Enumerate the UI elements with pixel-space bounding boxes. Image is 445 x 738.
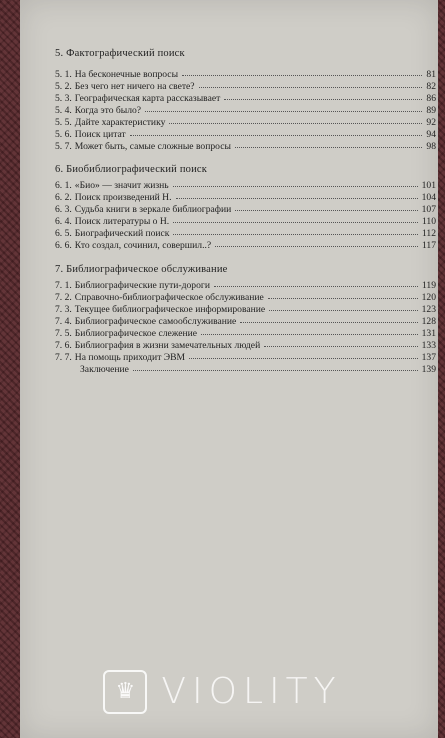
entry-number: 7. 4.: [55, 316, 72, 327]
entry-page: 81: [426, 69, 436, 80]
entry-number: 7. 5.: [55, 328, 72, 339]
book-page: [20, 0, 438, 738]
entry-page: 139: [421, 364, 436, 375]
toc-entry: [55, 216, 436, 227]
entry-title: Кто создал, сочинил, совершил..?: [74, 240, 212, 251]
entry-number: 5. 7.: [55, 141, 72, 152]
toc-entry: [55, 328, 436, 339]
entry-number: 7. 3.: [55, 304, 72, 315]
entry-title: «Био» — значит жизнь: [74, 180, 169, 191]
entry-title: Заключение: [80, 364, 129, 375]
entry-number: 7. 7.: [55, 352, 72, 363]
toc-entry: [55, 192, 436, 203]
toc-entry: [55, 81, 436, 92]
entry-title: Библиографическое слежение: [74, 328, 198, 339]
entry-title: Библиография в жизни замечательных людей: [74, 340, 261, 351]
entry-page: 137: [421, 352, 436, 363]
toc-entry: [55, 204, 436, 215]
toc-entry: [55, 352, 436, 363]
entry-number: 5. 4.: [55, 105, 72, 116]
dot-leader: [133, 363, 418, 371]
section-title-6: 6. Биобиблиографический поиск: [55, 164, 208, 175]
dot-leader: [173, 227, 417, 235]
entry-page: 92: [426, 117, 436, 128]
toc-entry: [55, 364, 436, 375]
entry-title: Дайте характеристику: [74, 117, 166, 128]
entry-page: 110: [421, 216, 436, 227]
entry-title: Когда это было?: [74, 105, 142, 116]
toc-entry: [55, 105, 436, 116]
entry-number: 5. 2.: [55, 81, 72, 92]
entry-page: 89: [426, 105, 436, 116]
entry-page: 104: [421, 192, 436, 203]
entry-title: Географическая карта рассказывает: [74, 93, 221, 104]
entry-number: 6. 4.: [55, 216, 72, 227]
dot-leader: [173, 215, 418, 223]
entry-number: 5. 6.: [55, 129, 72, 140]
entry-title: На помощь приходит ЭВМ: [74, 352, 186, 363]
entry-number: 6. 1.: [55, 180, 72, 191]
dot-leader: [176, 191, 418, 199]
violity-logo-icon: ♛: [103, 670, 147, 714]
entry-title: Поиск произведений Н.: [74, 192, 172, 203]
entry-number: 7. 1.: [55, 280, 72, 291]
entry-title: Поиск литературы о Н.: [74, 216, 170, 227]
entry-page: 117: [421, 240, 436, 251]
dot-leader: [201, 327, 418, 335]
entry-page: 133: [421, 340, 436, 351]
entry-title: Справочно-библиографическое обслуживание: [74, 292, 264, 303]
dot-leader: [199, 80, 423, 88]
entry-number: 7. 6.: [55, 340, 72, 351]
toc-entry: [55, 340, 436, 351]
dot-leader: [145, 104, 422, 112]
entry-page: 128: [421, 316, 436, 327]
toc-entry: [55, 316, 436, 327]
entry-number: 6. 2.: [55, 192, 72, 203]
toc-entry: [55, 141, 436, 152]
entry-page: 82: [426, 81, 436, 92]
entry-number: 6. 5.: [55, 228, 72, 239]
toc-entry: [55, 304, 436, 315]
section-title-7: 7. Библиографическое обслуживание: [55, 264, 228, 275]
toc-entry: [55, 240, 436, 251]
entry-title: На бесконечные вопросы: [74, 69, 179, 80]
toc-entry: [55, 280, 436, 291]
entry-title: Может быть, самые сложные вопросы: [74, 141, 231, 152]
entry-page: 101: [421, 180, 436, 191]
dot-leader: [240, 315, 417, 323]
entry-title: Текущее библиографическое информирование: [74, 304, 266, 315]
entry-title: Поиск цитат: [74, 129, 126, 140]
entry-page: 119: [421, 280, 436, 291]
dot-leader: [215, 239, 418, 247]
entry-page: 86: [426, 93, 436, 104]
entry-number: 5. 1.: [55, 69, 72, 80]
dot-leader: [224, 92, 422, 100]
toc-entry: [55, 93, 436, 104]
dot-leader: [214, 279, 418, 287]
entry-number: 5. 3.: [55, 93, 72, 104]
entry-page: 112: [421, 228, 436, 239]
toc-entry: [55, 69, 436, 80]
entry-title: Биографический поиск: [74, 228, 170, 239]
entry-number: 6. 6.: [55, 240, 72, 251]
entry-title: Библиографические пути-дороги: [74, 280, 210, 291]
dot-leader: [189, 351, 418, 359]
entry-title: Библиографическое самообслуживание: [74, 316, 237, 327]
toc-entry: [55, 292, 436, 303]
entry-number: 5. 5.: [55, 117, 72, 128]
entry-number: 6. 3.: [55, 204, 72, 215]
entry-page: 98: [426, 141, 436, 152]
entry-title: Без чего нет ничего на свете?: [74, 81, 195, 92]
dot-leader: [235, 203, 417, 211]
dot-leader: [268, 291, 418, 299]
entry-page: 107: [421, 204, 436, 215]
dot-leader: [235, 140, 423, 148]
entry-page: 131: [421, 328, 436, 339]
entry-page: 120: [421, 292, 436, 303]
dot-leader: [130, 128, 423, 136]
entry-page: 123: [421, 304, 436, 315]
dot-leader: [182, 68, 422, 76]
dot-leader: [169, 116, 422, 124]
dot-leader: [264, 339, 417, 347]
dot-leader: [269, 303, 417, 311]
toc-entry: [55, 228, 436, 239]
toc-entry: [55, 180, 436, 191]
entry-title: Судьба книги в зеркале библиографии: [74, 204, 232, 215]
toc-entry: [55, 117, 436, 128]
toc-entry: [55, 129, 436, 140]
dot-leader: [173, 179, 418, 187]
entry-page: 94: [426, 129, 436, 140]
watermark-text: VIOLITY: [161, 671, 342, 712]
watermark: [0, 664, 445, 719]
section-title-5: 5. Фактографический поиск: [55, 48, 185, 59]
entry-number: 7. 2.: [55, 292, 72, 303]
